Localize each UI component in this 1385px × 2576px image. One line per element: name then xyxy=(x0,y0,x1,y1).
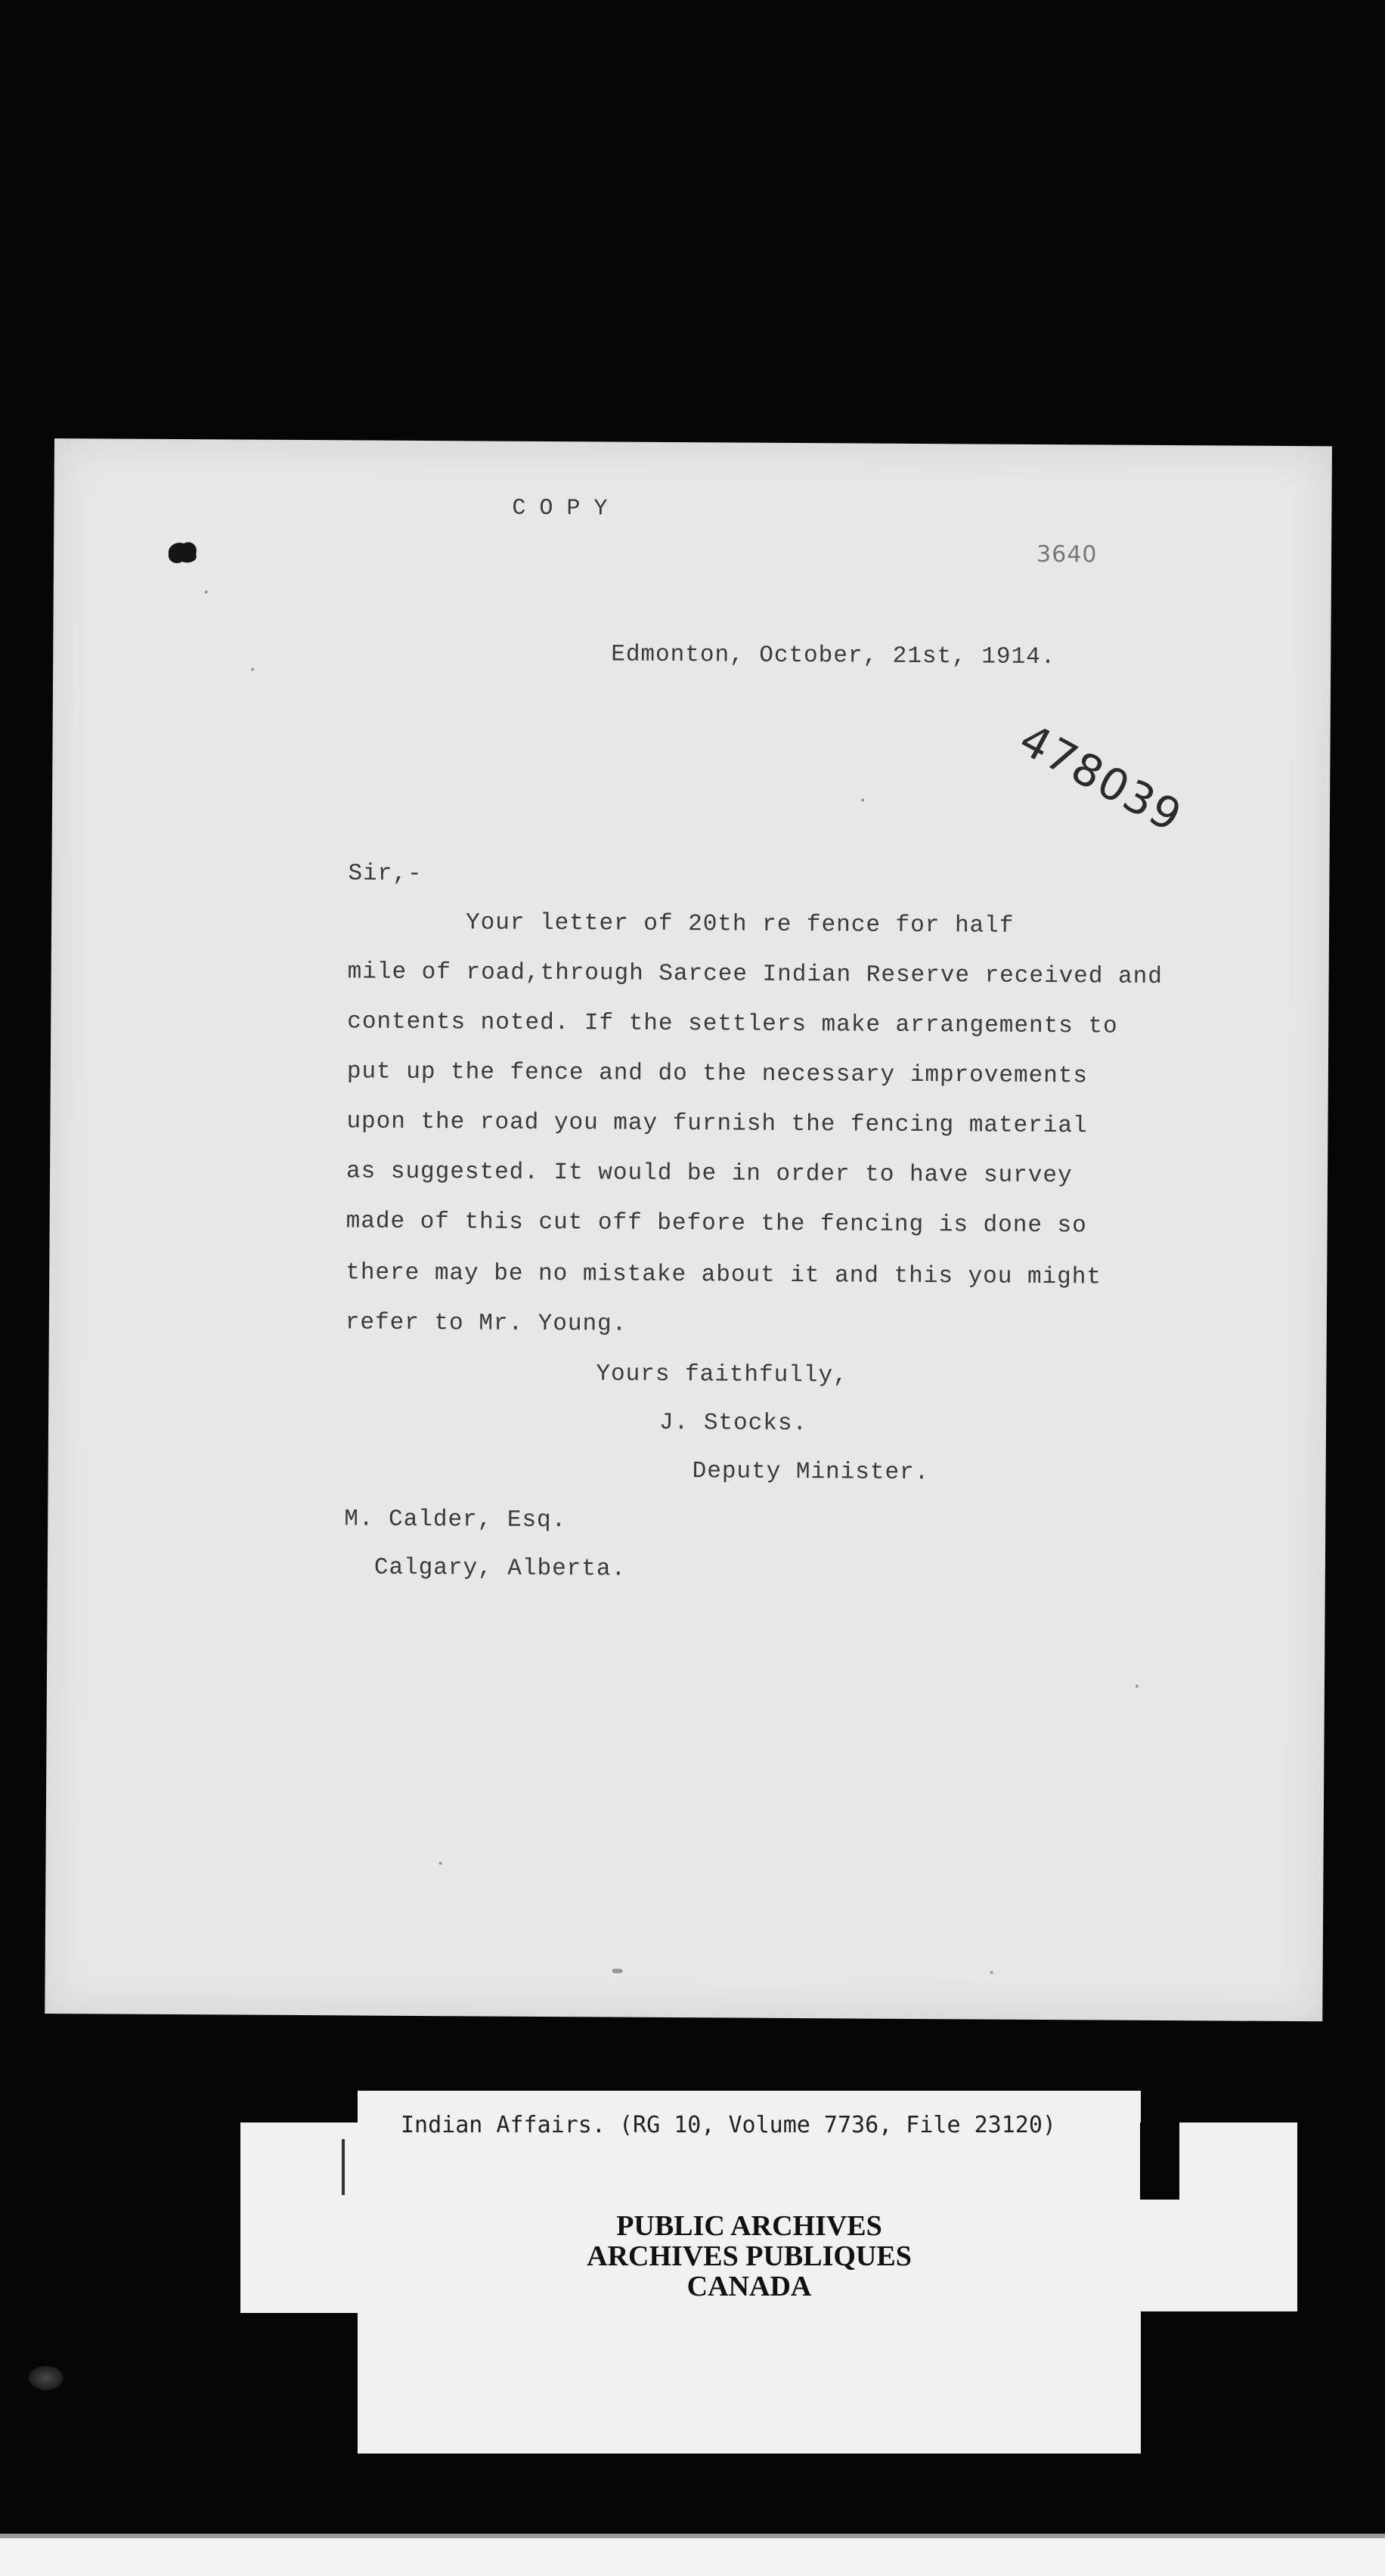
place-date: Edmonton, October, 21st, 1914. xyxy=(611,641,1056,671)
archive-reference: Indian Affairs. (RG 10, Volume 7736, File 23120) xyxy=(401,2112,1056,2138)
archives-line-french: ARCHIVES PUBLIQUES xyxy=(587,2240,912,2272)
archive-label-notch xyxy=(1140,2122,1179,2200)
body-line: refer to Mr. Young. xyxy=(345,1309,627,1338)
paper-speck xyxy=(251,668,254,671)
archives-stamp xyxy=(358,2211,1141,2302)
body-line: made of this cut off before the fencing is done so xyxy=(345,1208,1087,1240)
signer-title: Deputy Minister. xyxy=(692,1458,930,1487)
body-line: mile of road,through Sarcee Indian Reserve received and xyxy=(347,958,1163,990)
signer-name: J. Stocks. xyxy=(658,1409,808,1438)
paper-speck xyxy=(205,590,208,593)
stamp-number: 478039 xyxy=(1011,713,1191,843)
archives-line-country: CANADA xyxy=(686,2271,812,2302)
body-line: upon the road you may furnish the fencing material xyxy=(346,1108,1088,1140)
film-blot xyxy=(29,2366,64,2390)
bottom-strip xyxy=(0,2534,1385,2576)
body-line: Your letter of 20th re fence for half xyxy=(465,909,1015,940)
paper-speck xyxy=(438,1862,442,1865)
copy-heading: COPY xyxy=(512,495,621,522)
archive-label-left-tab xyxy=(240,2122,369,2313)
body-line: contents noted. If the settlers make arrangements to xyxy=(347,1008,1118,1040)
ink-blot-icon xyxy=(166,537,200,566)
paper-speck xyxy=(861,799,864,802)
body-line: put up the fence and do the necessary improvements xyxy=(346,1058,1089,1090)
paper-speck xyxy=(612,1969,623,1974)
body-line: there may be no mistake about it and this you might xyxy=(345,1259,1102,1291)
file-number: 3640 xyxy=(1036,540,1098,568)
recipient-place: Calgary, Alberta. xyxy=(373,1554,627,1583)
salutation: Sir,- xyxy=(348,860,423,887)
archives-line-english: PUBLIC ARCHIVES xyxy=(616,2210,882,2242)
paper-speck xyxy=(1136,1685,1139,1688)
paper-speck xyxy=(990,1971,993,1974)
closing: Yours faithfully, xyxy=(596,1361,848,1389)
letter-page xyxy=(45,438,1332,2021)
recipient-name: M. Calder, Esq. xyxy=(344,1506,567,1534)
archive-label-tick xyxy=(342,2139,345,2195)
body-line: as suggested. It would be in order to have survey xyxy=(345,1158,1073,1190)
